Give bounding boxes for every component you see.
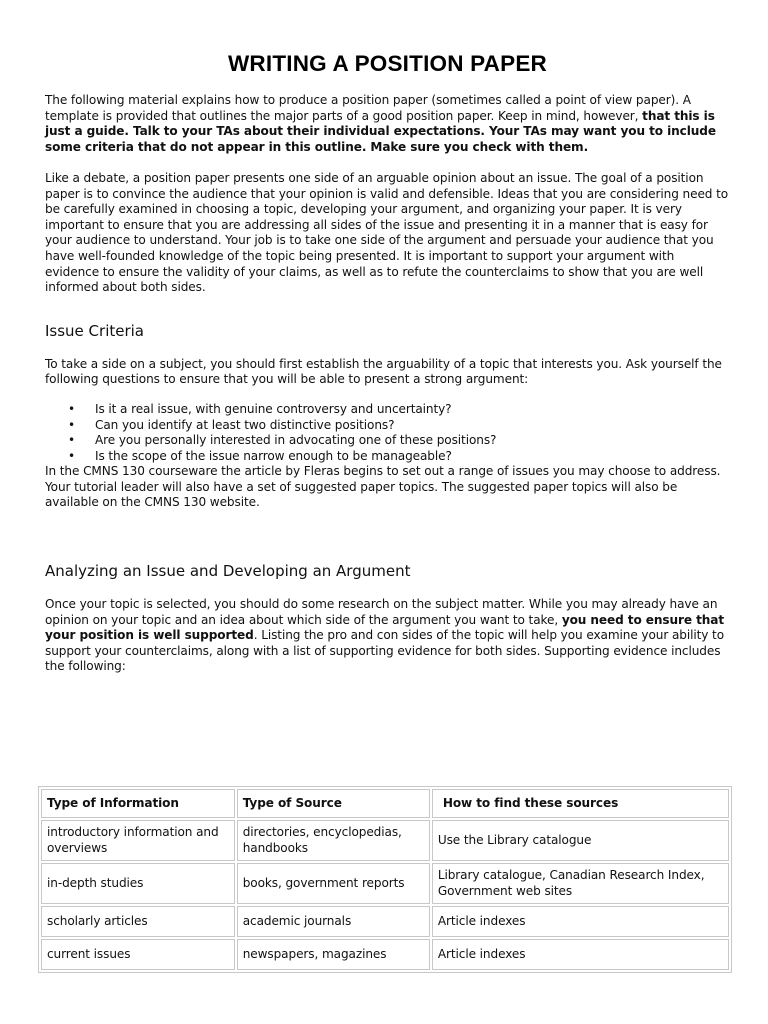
intro-paragraph	[45, 93, 730, 155]
criteria-list	[45, 402, 730, 464]
table-cell: scholarly articles	[41, 906, 235, 937]
table-cell: current issues	[41, 939, 235, 970]
analyzing-text-1: Once your topic is selected, you should do some research on the subject matter. While you may already have an opinion on your topic and an idea about which side of the argument you want to take,	[45, 597, 718, 627]
table-cell: academic journals	[237, 906, 430, 937]
list-item-text: Is it a real issue, with genuine controversy and uncertainty?	[95, 401, 452, 416]
analyzing-paragraph	[45, 597, 730, 675]
table-cell: introductory information and overviews	[41, 820, 235, 861]
intro-bold-text: that this is just a guide. Talk to your TAs about their individual expectations. Your TAs may want you to include some criteria that do not appear in this outline. Make sure you check with them.	[45, 108, 716, 154]
bullet-icon: •	[68, 417, 76, 432]
table-row	[41, 906, 729, 937]
evidence-table	[38, 786, 732, 973]
document-page	[45, 0, 730, 675]
table-cell: Article indexes	[432, 906, 729, 937]
table-cell: in-depth studies	[41, 863, 235, 904]
issue-criteria-intro: To take a side on a subject, you should first establish the arguability of a topic that interests you. Ask yourself the following questions to ensure that you will be able to present a strong argument:	[45, 356, 722, 387]
list-item-text: Are you personally interested in advocating one of these positions?	[95, 433, 497, 448]
list-item	[45, 433, 730, 449]
issue-criteria-heading: Issue Criteria	[45, 321, 145, 340]
column-header: How to find these sources	[432, 789, 729, 818]
bullet-icon: •	[68, 401, 76, 416]
bullet-icon: •	[68, 448, 76, 463]
debate-paragraph: Like a debate, a position paper presents one side of an arguable opinion about an issue. The goal of a position paper is to convince the audience that your opinion is valid and defensible. Ideas that you are considering need to be carefully examined in choosing a topic, developing your argument, and organizing your paper. It is very important to ensure that you are addressing all sides of the issue and presenting it in a manner that is easy for your audience to understand. Your job is to take one side of the argument and persuade your audience that you have well-founded knowledge of the topic being presented. It is important to support your argument with evidence to ensure the validity of your claims, as well as to refute the counterclaims to show that you are well informed about both sides.	[45, 170, 729, 295]
table-cell: books, government reports	[237, 863, 430, 904]
table-row	[41, 863, 729, 904]
table-row	[41, 939, 729, 970]
list-item	[45, 449, 730, 465]
list-item-text: Can you identify at least two distinctive positions?	[95, 417, 395, 432]
table-cell: newspapers, magazines	[237, 939, 430, 970]
analyzing-bold-text: you need to ensure that your position is well supported	[45, 612, 725, 643]
bullet-icon: •	[68, 433, 76, 448]
table-cell: directories, encyclopedias, handbooks	[237, 820, 430, 861]
column-header: Type of Source	[237, 789, 430, 818]
list-item	[45, 418, 730, 434]
analyzing-heading: Analyzing an Issue and Developing an Argument	[45, 562, 411, 581]
table-cell: Library catalogue, Canadian Research Index, Government web sites	[432, 863, 729, 904]
table-header-row	[41, 789, 729, 818]
issue-criteria-followup: In the CMNS 130 courseware the article by Fleras begins to set out a range of issues you may choose to address. Your tutorial leader will also have a set of suggested paper topics. The suggested paper topics will also be available on the CMNS 130 website.	[45, 464, 721, 510]
intro-text: The following material explains how to produce a position paper (sometimes called a point of view paper). A template is provided that outlines the major parts of a good position paper. Keep in mind, however,	[45, 93, 691, 123]
table-row	[41, 820, 729, 861]
list-item-text: Is the scope of the issue narrow enough to be manageable?	[95, 448, 452, 463]
analyzing-text-2: . Listing the pro and con sides of the topic will help you examine your ability to support your counterclaims, along with a list of supporting evidence for both sides. Supporting evidence includes the following:	[45, 628, 724, 674]
column-header: Type of Information	[41, 789, 235, 818]
list-item	[45, 402, 730, 418]
table-cell: Use the Library catalogue	[432, 820, 729, 861]
page-title: WRITING A POSITION PAPER	[228, 51, 547, 76]
table-cell: Article indexes	[432, 939, 729, 970]
